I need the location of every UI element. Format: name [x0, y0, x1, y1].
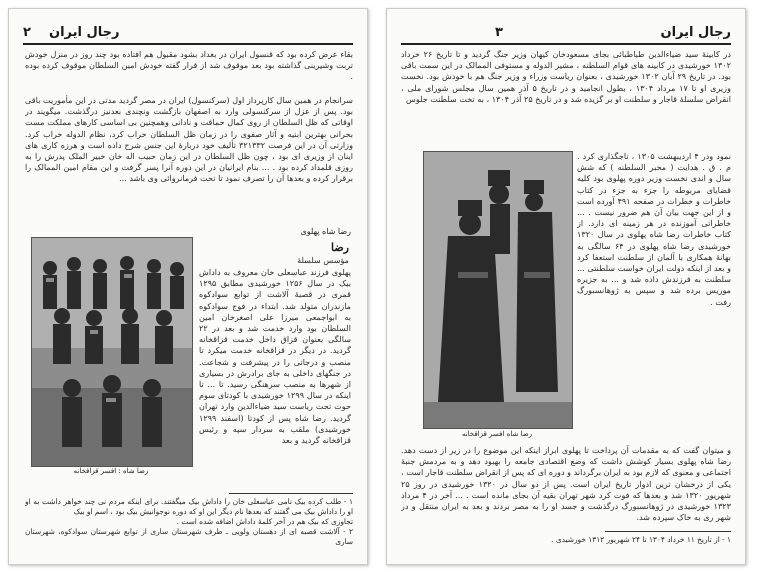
footnotes [25, 497, 353, 557]
page-title: رجال ایران [49, 25, 120, 40]
photo-caption: رضا شاه : افسر قزاقخانه [73, 467, 149, 475]
photo-caption: رضا شاه افسر قزاقخانه [461, 430, 533, 438]
footnote: ۲ - آلاشت قصبه ای از دهستان ولویی ـ طرف شهرستان ساری از توابع شهرستان سوادکوه، شهرستان ساری [25, 527, 353, 546]
page-title: رجال ایران [660, 25, 731, 40]
entry-subtitle: مؤسس سلسلهٔ [297, 255, 349, 265]
page-number: ۳ [495, 25, 503, 40]
page-number: ۲ [23, 25, 31, 40]
page-header [23, 25, 353, 45]
entry-body: پهلوی فرزند عباسعلی خان معروف به داداش بیک در سال ۱۲۵۶ خورشیدی مطابق ۱۲۹۵ قمری در قصبهٔ آلاشت از توابع سوادکوه مازندران متولد شد. ابتداء در فوج سوادکوه به ابواجمعی میرزا علی اصغرخان امین السلطان بود وارد خدمت شد و بعد در ۲۲ سالگی بعنوان قزاق داخل خدمت قزاقخانه گردید. در دیگر در قزاقخانه خدمت میکرد تا منصب و درجاتی را در پیشرفت و شجاعت. در جنگهای داخلی به جای برادرش در بسیاری از شهرها به منصب سرهنگی رسید. تا ... تا اینکه در سال ۱۲۹۹ خورشیدی با کودتای سوم حوت تحت ریاست سید ضیاءالدین وارد تهران گردید. رضا شاه پس از کودتا (اسفند ۱۲۹۹ خورشیدی) ملقب به سردار سپه و رئیس قزاقخانه گردید و بعد [199, 267, 351, 446]
group-photo [31, 237, 193, 467]
footnote-rule [229, 493, 353, 494]
footnote: تجاوزی که بیک هم در آخر کلمهٔ داداش اضافه شده است . [176, 517, 353, 526]
right-page [386, 8, 746, 565]
portrait-photo [423, 151, 573, 429]
left-page [8, 8, 368, 565]
footnotes [401, 535, 731, 549]
photo-image [424, 152, 572, 428]
photo-image [32, 238, 192, 466]
intro-paragraph: بقاء عرض کرده بود که قنسول ایران در بغداد بشود مقبول هم افتاده بود چند روز در منزل خودش تربت وشیرینی گذاشته بود بعد موقوف شد از قرار گفته خودش امین السلطان موقوف کرده بوده . [25, 49, 353, 82]
body-paragraph: سرانجام در همین سال کارپرداز اول (سرکنسول) ایران در مصر گردید مدتی در این مأموریت باقی بود. پس از عزل از سرکنسولی وارد به اصفهان بازگشت ونچندی بعدنیز درگذشت. میگویند در اوقاتی که ظل السلطان از روی کمال حماقت و نادانی وهمچنین بی اساسی کارهای مملکت مست بحرانی بهترین ابنیه و آثار صفوی را در زمان ظل السلطان خراب کرد، نظام الدوله خراب کرد. وزارتی آن در این فرصت ۳۲۱۳۳۲ تألیف خود دربارهٔ این جنس شرح داده است و هرزه کاری های اینان از وزیری ای بود ، چون ظل السلطان در این زمان حبیب اله خان خبیر الملک پدرش را به روزی قلمداد کرده بود . ... بنام ایرانیان در این دوره آنرا پسر گرفت و این مقام امین الممالک را برقرار کرده و بعدها آن را تصرف نمود تا تحت فرمانروائی وی باشد ... [25, 95, 353, 184]
footnote: ۱ - طلب کرده بیک نامی عباسعلی خان را داداش بیک میگفتند. برای اینکه مردم نی چند خواهر داشت به او او را داداش بیک می گفتند که بعدها نام دیگر این او که دوره نوجوانیش بیک بود ، اسم او بیک [25, 497, 353, 516]
footnote: ۱ - از تاریخ ۱۱ خرداد ۱۳۰۴ تا ۲۴ شهریور ۱۳۱۲ خورشیدی . [551, 535, 731, 544]
bottom-paragraph: و میتوان گفت که به مقدمات آن پرداخت تا پهلوی ابراز اینکه این موضوع را در زیر از دست دهد. رضا شاه پهلوی بسیار کوشش داشت که وضع اقتصادی جامعه را بهبود دهد و به مردمش جنبهٔ اجتماعی و معنوی که لازم بود به ایران برگرداند و دوره ای که پس از انقراض سلطنت قاجار است ، یکی از درخشان ترین ادوار تاریخ ایران است. پس از دو سال در ۱۳۲۰ خورشیدی در روز ۲۵ شهریور ۱۳۲۰ شد و بعدها که فوت کرد شهر تهران بقیه آن بجای مانده است . ... آخر در ۴ مرداد ۱۳۲۳ خورشیدی در ژوهانسبورگ درگذشت و جسد او را به مصر بردند و بعد به ایران منتقل و در شهر ری به خاک سپرده شد. [401, 445, 731, 523]
section-heading: رضا شاه پهلوی [300, 227, 351, 236]
entry-name: رضا [330, 241, 349, 254]
footnote-rule [605, 531, 731, 532]
top-paragraph: در کابینهٔ سید ضیاءالدین طباطبائی بجای مسعودخان کیهان وزیر جنگ گردید و تا تاریخ ۲۶ خرداد ۱۳۰۲ خورشیدی در کابینه های قوام السلطنه ، مشیر الدوله و مستوفی الممالک در این سمت باقی بود. در تاریخ ۲۹ آبان ۱۳۰۲ خورشیدی ، بعنوان ریاست وزراء و وزیر جنگ هم با خودش بود. نخست وزیری او تا ۱۷ مرداد ۱۳۰۴ ، بطول انجامید و در تاریخ ۵ آذر همین سال مجلس شورای ملی ، انقراض سلسلهٔ قاجار و سلطنت او بر گزیده شد و در تاریخ ۲۵ آذر ۱۳۰۴ ، به تخت سلطنت جلوس [401, 49, 731, 104]
side-column: نمود ودر ۴ اردیبهشت ۱۳۰۵ ، تاجگذاری کرد . م . ق . هدایت ( مخبر السلطنه ) که شش سال و اندی نخست وزیر دوره پهلوی بود کلیه قضایای مربوطه را جزء به جزء در کتاب خاطرات و خطرات در صفحه ۴۹۱ آورده است و از این جهت بیان آن هم ضرور نیست . ... خاطراتی آموزنده در هر زمینه ای دارد. از کتاب خاطرات رضا شاه پهلوی در سال ۱۳۲۰ خورشیدی رضا شاه پهلوی در ۶۴ سالگی به بهانهٔ همکاری با آلمان از سلطنت استعفا کرد و بعد از اینکه دولت ایران خواست سلطنتی ... سلطنت به فرزندش داده شد و ... به جزیره موریس برده شد و سپس به ژوهانسبورگ رفت . [577, 151, 731, 307]
page-header [401, 25, 731, 45]
